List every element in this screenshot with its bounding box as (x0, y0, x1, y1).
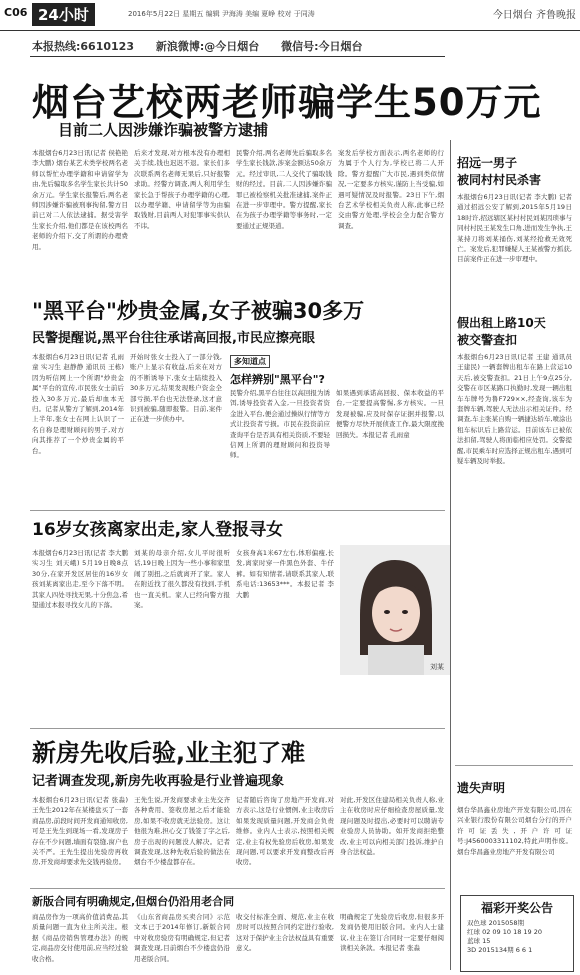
photo-caption: 刘某 (430, 663, 444, 671)
hotline-weibo: 新浪微博:@今日烟台 (155, 40, 260, 53)
article2-col1: 本报烟台6月23日讯(记者 孔雨童 实习生 赵静静 通讯员 王栋) 因为听信网上一个所谓"炒贵金属"平台的宣传,市民张女士前后投入30多万元,最后却血本无归。记者从警方了解到,2014年上半年,张女士在网上认识了一名自称是理财顾问的男子,对方向其推荐了一个炒贵金属的平台。 (32, 353, 124, 455)
article1-subtitle: 目前二人因涉嫌诈骗被警方逮捕 (58, 121, 269, 139)
article3-col1: 本报烟台6月23日讯(记者 李大鹏 实习生 刘天峨) 5月19日晚8点30分,在家开发区居住的16岁女孩刘某离家出走,至今下落不明。其家人四处寻找无果,十分焦急,希望通过本报寻找女儿的下落。 (32, 549, 128, 610)
lottery-line: 3D 2015134期 6 6 1 (467, 946, 533, 954)
side1-body: 本报烟台6月23日讯(记者 李大鹏) 记者通过招远公安了解到,2015年5月19日18时许,招远辖区某村村民刘某因琐事与同村村民王某发生口角,进而发生争执,王某持刀将刘某捅伤,刘某经抢救无效死亡。案发后,犯罪嫌疑人王某被警方抓获,目前案件正在进一步审理中。 (457, 193, 572, 264)
article3-title: 16岁女孩离家出走,家人登报寻女 (32, 520, 284, 540)
divider (30, 510, 445, 511)
article1-col4: 案发后学校方面表示,两名老师的行为属于个人行为,学校已将二人开除。警方提醒广大市民,遇到类似情况,一定要多方核实,谨防上当受骗,如遇可疑情况及时报警。23日下午,烟台艺术学校相关负责人称,此事已经交由警方处理,学校会全力配合警方调查。 (338, 149, 444, 230)
article3-col3: 女孩身高1米67左右,体形偏瘦,长发,离家时穿一件黑色外套、牛仔裤。如有知情者,请联系其家人,联系电话:13653***。本报记者 李大鹏 (236, 549, 334, 599)
lottery-line: 红球 02 09 10 18 19 20 (467, 928, 543, 936)
article2-title: "黑平台"炒贵金属,女子被骗30多万 (32, 299, 365, 323)
side1-title: 招远一男子 被同村村民杀害 (457, 156, 542, 187)
article4-subtitle: 记者调查发现,新房先收再验是行业普遍现象 (32, 774, 284, 789)
article5-title: 新版合同有明确规定,但烟台仍沿用老合同 (32, 895, 235, 908)
side2-body: 本报烟台6月23日讯(记者 王建 通讯员 王建民) 一辆套牌出租车在路上营运10天后,被交警查扣。21日上午9点25分,交警在市区某路口执勤时,发现一辆出租车车牌号为鲁F729××,经查询,该车为套牌车辆,驾驶人无法出示相关证件。经调查,车主张某自购一辆捷达轿车,喷涂出租车标识后上路营运。目前该车已被依法扣留,驾驶人将面临相应处罚。交警提醒,市民乘车时应选择正规出租车,遇到可疑车辆及时举报。 (457, 353, 572, 466)
hotline-bar (32, 38, 380, 54)
article5-col2: 《山东省商品房买卖合同》示范文本已于2014年修订,新版合同中对收房验房有明确规定,但记者调查发现,目前烟台不少楼盘仍沿用老版合同。 (134, 913, 230, 963)
dateline: 2016年5月22日 星期五 编辑 尹海涛 美编 夏峥 校对 于同涛 (128, 10, 315, 18)
section-title: 24小时 (32, 3, 95, 26)
article4-title: 新房先收后验,业主犯了难 (32, 739, 306, 767)
girl-photo (340, 545, 450, 675)
divider (30, 728, 445, 729)
article2-col4: 如果遇到承诺高回报、保本收益的平台,一定要提高警惕,多方核实。一旦发现被骗,应及时保存证据并报警,以便警方尽快开展侦查工作,最大限度挽回损失。本报记者 孔雨童 (336, 389, 444, 439)
article5-col1: 商品房作为一项高价值消费品,其质量问题一直为业主所关注。根据《商品房销售管理办法》的规定,商品房交付使用前,应当经过验收合格。 (32, 913, 128, 963)
article5-col4: 明确规定了先验房后收房,但很多开发商仍使用旧版合同。业内人士建议,业主在签订合同时一定要仔细阅读相关条款。本报记者 张淼 (340, 913, 444, 953)
side2-title: 假出租上路10天 被交警查扣 (457, 316, 546, 347)
divider (30, 56, 445, 57)
sidebox-tag: 多知道点 (230, 355, 270, 368)
article2-col3: 民警介绍,黑平台往往以高回报为诱饵,诱导投资者入金,一旦投资者资金进入平台,便会通过操纵行情等方式让投资者亏损。市民在投资前应查询平台是否具有相关资质,不要轻信网上所谓的理财顾问和投资导师。 (230, 389, 330, 460)
paper-name: 今日烟台 齐鲁晚报 (492, 10, 576, 21)
article2-col2: 开始时张女士投入了一部分钱,账户上显示有收益,后来在对方的不断诱导下,张女士陆续投入30多万元,结果发现账户资金全部亏损,平台也无法登录,这才意识到被骗,随即报警。目前,案件正在进一步侦办中。 (130, 353, 222, 424)
portrait-image (340, 545, 450, 675)
divider (30, 888, 445, 889)
hotline-wechat: 微信号:今日烟台 (281, 40, 363, 53)
article4-col4: 对此,开发区住建局相关负责人称,业主在收房时应仔细检查房屋质量,发现问题及时提出,必要时可以聘请专业验房人员协助。如开发商拒绝整改,业主可以向相关部门投诉,维护自身合法权益。 (340, 796, 444, 857)
article2-subtitle: 民警提醒说,黑平台往往承诺高回报,市民应擦亮眼 (32, 331, 315, 346)
divider (455, 765, 573, 766)
lottery-body (461, 916, 573, 958)
lottery-line: 双色球 2015058期 (467, 919, 525, 927)
side3-body: 烟台华昌鑫业房地产开发有限公司,因在兴业银行股份有限公司烟台分行的开户许可证丢失,开户许可证号:J4560003311102,特此声明作废。烟台华昌鑫业房地产开发有限公司 (457, 806, 572, 856)
lottery-box (460, 895, 574, 972)
article1-col3: 民警介绍,两名老师先后骗取多名学生家长钱款,涉案金额达50余万元。经过审讯,二人交代了骗取钱财的经过。目前,二人因涉嫌诈骗罪已被检察机关批准逮捕,案件正在进一步审理中。警方提醒,家长在为孩子办理学籍等事务时,一定要通过正规渠道。 (236, 149, 332, 230)
side3-title: 遗失声明 (457, 781, 506, 795)
sidebox-title: 怎样辨别"黑平台"? (230, 373, 325, 386)
article1-col2: 后来才发现,对方根本没有办理相关手续,钱也迟迟不退。家长们多次联系两名老师无果后,只好报警求助。经警方调查,两人利用学生家长急于帮孩子办理学籍的心理,以办理学籍、申请留学等为由骗取钱财,目前两人对犯罪事实供认不讳。 (134, 149, 230, 230)
side-divider (450, 140, 451, 970)
article4-col2: 王先生说,开发商要求业主先交齐各种费用、签收房屋之后才能验房,如果不收房就无法验房。这让他很为难,担心交了钱签了字之后,房子出现的问题没人解决。记者调查发现,这种先收后验的做法在烟台不少楼盘都存在。 (134, 796, 230, 867)
article5-col3: 收交付标准全面、规范,业主在收房时可以按照合同约定进行验收,这对于保护业主合法权益具有重要意义。 (236, 913, 334, 953)
article1-col1: 本报烟台6月23日讯(记者 侯艳艳 李大鹏) 烟台某艺术类学校两名老师以帮忙办理学籍和申请留学为由,先后骗取多名学生家长共计50余万元。学生家长报警后,两名老师因涉嫌诈骗被刑事拘留,警方目前已对二人依法逮捕。据受害学生家长介绍,他们都是在该校两名老师的介绍下,交了所谓的办理费用。 (32, 149, 128, 251)
lottery-title: 福彩开奖公告 (480, 901, 553, 915)
lottery-line: 蓝球 15 (467, 937, 491, 945)
page-number: C06 (4, 6, 28, 19)
article3-col2: 刘某的母亲介绍,女儿平时很听话,19日晚上因为一些小事和家里闹了别扭,之后就离开了家。家人在附近找了很久都没有找到,手机也一直关机。家人已经向警方报案。 (134, 549, 230, 610)
article1-title: 烟台艺校两老师骗学生50万元 (32, 81, 542, 124)
article4-col3: 记者随后咨询了房地产开发商,对方表示,这是行业惯例,业主收房后如果发现质量问题,开发商会负责维修。业内人士表示,按照相关规定,业主有权先验房后收房,如果发现问题,可以要求开发商整改后再收房。 (236, 796, 334, 867)
article4-col1: 本报烟台6月23日讯(记者 张淼) 王先生2012年在某楼盘买了一套商品房,前段时间开发商通知收房,可是王先生到现场一看,发现房子存在不少问题,墙面有裂缝,窗户也关不严。王先生提出先验房再收房,开发商却要求先交钱再验房。 (32, 796, 128, 867)
hotline-phone: 本报热线:6610123 (32, 40, 134, 53)
